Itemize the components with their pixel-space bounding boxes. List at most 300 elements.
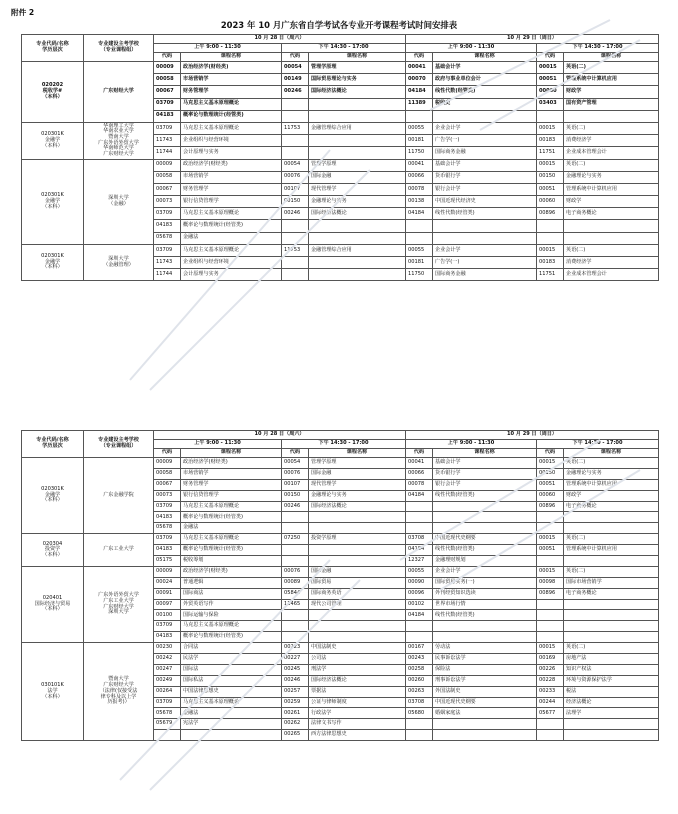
course-name [309, 512, 406, 523]
header-am: 上午 9:00 - 11:30 [406, 440, 537, 449]
course-code: 00245 [282, 664, 309, 675]
course-code: 03709 [154, 534, 181, 545]
header-day1: 10 月 28 日（周六） [154, 431, 406, 440]
header-course: 课程名称 [309, 53, 406, 62]
major-cell [22, 159, 84, 244]
course-name: 环境与资源保护法学 [564, 675, 659, 686]
course-code: 11753 [282, 122, 309, 134]
course-name: 西方法律思想史 [309, 730, 406, 741]
course-code: 00138 [406, 196, 433, 208]
course-name [564, 556, 659, 567]
course-name: 电子商务概论 [564, 208, 659, 220]
course-name: 市场营销学 [181, 74, 282, 86]
course-code [537, 523, 564, 534]
course-name: 国际经济法概论 [309, 501, 406, 512]
course-code: 00015 [537, 458, 564, 469]
course-name: 英语(二) [564, 244, 659, 256]
course-code: 00098 [537, 577, 564, 588]
course-code [282, 632, 309, 643]
course-name [433, 730, 537, 741]
course-name: 财务管理学 [181, 86, 282, 98]
course-code [282, 257, 309, 269]
course-code: 00149 [282, 74, 309, 86]
course-code [537, 632, 564, 643]
course-name [433, 632, 537, 643]
course-name: 国际经济法概论 [309, 86, 406, 98]
course-name [433, 523, 537, 534]
major-line: 020301K [41, 253, 64, 260]
course-code: 11750 [406, 147, 433, 159]
major-cell [22, 643, 84, 741]
page-title: 2023 年 10 月广东省自学考试各专业开考课程考试时间安排表 [220, 20, 458, 30]
course-code: 00015 [537, 62, 564, 74]
course-name [309, 135, 406, 147]
course-code: 00246 [282, 501, 309, 512]
course-name: 中国近现代经济史 [433, 196, 537, 208]
course-code [406, 621, 433, 632]
course-code: 00263 [406, 686, 433, 697]
school-line: 深圳大学 [108, 609, 129, 616]
major-line: 030101K [41, 682, 64, 689]
table-row [22, 534, 659, 545]
course-code [282, 220, 309, 232]
course-name: 马克思主义基本原理概论 [181, 98, 282, 110]
course-code [537, 220, 564, 232]
major-line: 税收学# [42, 88, 63, 95]
course-name: 外国法制史 [433, 686, 537, 697]
course-name: 广告学(一) [433, 257, 537, 269]
course-name [309, 610, 406, 621]
course-code: 00076 [282, 171, 309, 183]
header-code: 代码 [154, 53, 181, 62]
course-name [181, 730, 282, 741]
course-code: 04184 [406, 545, 433, 556]
course-code: 00041 [406, 62, 433, 74]
course-code [406, 730, 433, 741]
course-name: 国际金融 [309, 566, 406, 577]
school-cell [84, 458, 154, 534]
course-code: 00896 [537, 588, 564, 599]
course-code: 00051 [537, 183, 564, 195]
course-code [282, 523, 309, 534]
course-name: 货币银行学 [433, 171, 537, 183]
course-code: 03709 [154, 621, 181, 632]
course-code [406, 523, 433, 534]
course-name: 公证与律师制度 [309, 697, 406, 708]
course-name: 马克思主义基本原理概论 [181, 244, 282, 256]
header-code: 代码 [406, 53, 433, 62]
course-name: 现代管理学 [309, 479, 406, 490]
course-name [309, 257, 406, 269]
course-code: 00181 [406, 257, 433, 269]
school-line: （法律(仅接受法 [99, 687, 138, 694]
school-cell [84, 566, 154, 642]
course-name: 金融法 [181, 708, 282, 719]
course-name: 银行信贷管理学 [181, 490, 282, 501]
course-name: 马克思主义基本原理概论 [181, 534, 282, 545]
course-code: 05175 [154, 556, 181, 567]
course-code: 03403 [537, 98, 564, 110]
course-code: 03709 [154, 244, 181, 256]
course-name [309, 632, 406, 643]
header-pm: 下午 14:30 - 17:00 [537, 440, 659, 449]
course-name: 保险法 [433, 664, 537, 675]
course-code: 00054 [282, 62, 309, 74]
course-name: 国际经济法概论 [309, 208, 406, 220]
course-name: 会计原理与实务 [181, 147, 282, 159]
major-line: 金融学 [44, 258, 61, 265]
course-code [282, 556, 309, 567]
course-code: 00058 [154, 468, 181, 479]
course-name: 金融管理综合应用 [309, 244, 406, 256]
course-code: 00009 [154, 458, 181, 469]
course-code: 03709 [154, 122, 181, 134]
course-name [433, 501, 537, 512]
course-name: 银行信贷管理学 [181, 196, 282, 208]
course-code [537, 621, 564, 632]
major-line: （本科） [42, 551, 63, 558]
course-name: 管理学原理 [309, 159, 406, 171]
course-code: 00246 [282, 86, 309, 98]
course-name: 概率论与数理统计(经管类) [181, 545, 282, 556]
course-code: 00262 [282, 719, 309, 730]
course-name: 中国近现代史纲要 [433, 697, 537, 708]
major-cell [22, 244, 84, 281]
course-code: 00015 [537, 244, 564, 256]
course-name: 国际商务金融 [433, 269, 537, 281]
course-code: 00051 [537, 479, 564, 490]
header-day2: 10 月 29 日（周日） [406, 431, 659, 440]
header-pm: 下午 14:30 - 17:00 [282, 44, 406, 53]
course-code: 04184 [406, 490, 433, 501]
header-pm: 下午 14:30 - 17:00 [282, 440, 406, 449]
course-code [282, 269, 309, 281]
course-name [564, 610, 659, 621]
course-name: 国际贸易实务(一) [433, 577, 537, 588]
header-code: 代码 [537, 449, 564, 458]
course-name: 银行会计学 [433, 183, 537, 195]
course-name: 概率论与数理统计(经管类) [181, 220, 282, 232]
course-name: 国际运输与保险 [181, 610, 282, 621]
course-name: 英语(二) [564, 566, 659, 577]
major-line: （本科） [42, 264, 63, 271]
course-name: 政治经济学(财经类) [181, 62, 282, 74]
course-code [537, 512, 564, 523]
course-code: 00150 [537, 468, 564, 479]
course-name: 中国近现代史纲要 [433, 534, 537, 545]
course-code: 11465 [282, 599, 309, 610]
course-code: 00067 [154, 479, 181, 490]
course-name: 英语(二) [564, 458, 659, 469]
course-code [537, 556, 564, 567]
course-code: 00257 [282, 686, 309, 697]
course-code: 05678 [154, 708, 181, 719]
course-name: 管理系统中计算机应用 [564, 183, 659, 195]
course-name: 基础会计学 [433, 458, 537, 469]
course-code: 00265 [282, 730, 309, 741]
school-line: 广东财经大学 [103, 682, 134, 689]
course-name: 管理学原理 [309, 62, 406, 74]
major-line: （本科） [42, 693, 63, 700]
course-code: 00078 [406, 183, 433, 195]
school-line: 广东财经大学 [103, 603, 134, 610]
course-code: 00055 [406, 122, 433, 134]
course-name: 马克思主义基本原理概论 [181, 621, 282, 632]
course-name [309, 269, 406, 281]
school-cell [84, 122, 154, 159]
major-line: 金融学 [44, 197, 61, 204]
course-code: 04183 [154, 110, 181, 122]
course-name: 行政法学 [309, 708, 406, 719]
course-code: 04183 [154, 512, 181, 523]
course-name: 婚姻家庭法 [433, 708, 537, 719]
course-name: 政治经济学(财经类) [181, 159, 282, 171]
course-name: 民法学 [181, 654, 282, 665]
course-name: 国际贸易理论与实务 [309, 74, 406, 86]
course-name [309, 523, 406, 534]
course-name [309, 98, 406, 110]
table-row [22, 643, 659, 654]
school-line: 广东外语外贸大学 [98, 139, 139, 146]
course-code: 00226 [537, 664, 564, 675]
course-code: 00260 [406, 675, 433, 686]
course-code: 05844 [282, 588, 309, 599]
course-name [433, 621, 537, 632]
header-am: 上午 9:00 - 11:30 [154, 440, 282, 449]
course-name: 外刊经贸知识选读 [433, 588, 537, 599]
major-line: 020304 [42, 540, 63, 547]
course-name: 消费经济学 [564, 135, 659, 147]
course-code: 00183 [537, 257, 564, 269]
header-course: 课程名称 [433, 449, 537, 458]
course-code: 00100 [154, 610, 181, 621]
course-name: 中国法制史 [309, 643, 406, 654]
course-name: 线性代数(经管类) [433, 610, 537, 621]
course-code: 04184 [406, 208, 433, 220]
header-course: 课程名称 [181, 53, 282, 62]
course-name [564, 730, 659, 741]
course-code: 11753 [282, 244, 309, 256]
course-name [564, 719, 659, 730]
course-name: 企业组织与经营环境 [181, 257, 282, 269]
major-line: 020202 [41, 82, 64, 89]
course-code: 00089 [282, 577, 309, 588]
course-name: 概率论与数理统计(经管类) [181, 110, 282, 122]
course-name: 法理学 [564, 708, 659, 719]
major-line: 国际经济与贸易 [34, 600, 71, 607]
course-code: 00183 [537, 135, 564, 147]
course-code: 00097 [154, 599, 181, 610]
course-code: 03708 [406, 534, 433, 545]
course-code: 05679 [154, 719, 181, 730]
table-row [22, 566, 659, 577]
course-code: 00015 [537, 643, 564, 654]
course-code: 00223 [282, 643, 309, 654]
course-name: 企业成本管理会计 [564, 147, 659, 159]
course-code: 11750 [406, 269, 433, 281]
school-cell [84, 643, 154, 741]
table-row [22, 62, 659, 74]
course-name: 税收史 [433, 98, 537, 110]
course-name: 马克思主义基本原理概论 [181, 697, 282, 708]
table-2-body [22, 458, 659, 741]
course-name: 税法 [564, 686, 659, 697]
course-code: 00230 [154, 643, 181, 654]
course-name [309, 232, 406, 244]
course-code: 00090 [406, 577, 433, 588]
course-code: 00259 [282, 697, 309, 708]
course-name: 国际法 [181, 664, 282, 675]
course-name: 企业组织与经营环境 [181, 135, 282, 147]
course-code [282, 98, 309, 110]
course-code: 00181 [406, 135, 433, 147]
course-code: 00051 [537, 74, 564, 86]
course-code: 00055 [406, 244, 433, 256]
header-day1: 10 月 28 日（周六） [154, 35, 406, 44]
course-code: 00073 [154, 490, 181, 501]
course-name: 金融理论与实务 [309, 196, 406, 208]
course-code: 00096 [406, 588, 433, 599]
course-code: 11389 [406, 98, 433, 110]
course-code: 00054 [282, 458, 309, 469]
course-name [564, 232, 659, 244]
course-code [537, 232, 564, 244]
major-line: （本科） [42, 606, 63, 613]
course-code: 00078 [406, 479, 433, 490]
course-name [433, 220, 537, 232]
course-name: 金融理论与实务 [564, 468, 659, 479]
course-code [537, 730, 564, 741]
course-code: 04183 [154, 632, 181, 643]
course-code: 00233 [537, 686, 564, 697]
school-line: 华南理工大学 [103, 122, 134, 129]
course-name: 中国法律思想史 [181, 686, 282, 697]
course-name [564, 523, 659, 534]
course-code [282, 135, 309, 147]
header-school: 专业建设主考学校 （专业课程组） [84, 431, 154, 458]
school-line: （金融管理） [103, 261, 134, 268]
course-code: 00246 [282, 208, 309, 220]
course-name: 知识产权法 [564, 664, 659, 675]
course-name: 管理系统中计算机应用 [564, 545, 659, 556]
course-code: 00244 [537, 697, 564, 708]
course-name [309, 110, 406, 122]
course-code [282, 621, 309, 632]
course-code: 00167 [406, 643, 433, 654]
course-name: 线性代数(经管类) [433, 545, 537, 556]
course-name: 英语(二) [564, 62, 659, 74]
course-name: 基础会计学 [433, 159, 537, 171]
course-name: 管理系统中计算机应用 [564, 74, 659, 86]
course-name: 国际商务金融 [433, 147, 537, 159]
major-line: 法学 [47, 687, 58, 694]
course-name: 民事诉讼法学 [433, 654, 537, 665]
course-code: 00015 [537, 122, 564, 134]
course-code: 00896 [537, 208, 564, 220]
course-code: 00015 [537, 566, 564, 577]
course-code: 00091 [154, 588, 181, 599]
attachment-label: 附件 2 [11, 8, 35, 17]
course-name: 现代公司管理 [309, 599, 406, 610]
major-line: 020301K [41, 192, 64, 199]
course-name: 刑法学 [309, 664, 406, 675]
header-am: 上午 9:00 - 11:30 [154, 44, 282, 53]
course-code: 03709 [154, 98, 181, 110]
major-line: 金融学 [44, 136, 61, 143]
course-name: 电子商务概论 [564, 501, 659, 512]
course-code [282, 110, 309, 122]
course-name: 公司法 [309, 654, 406, 665]
course-code: 00896 [537, 501, 564, 512]
course-name [433, 719, 537, 730]
course-code: 00015 [537, 159, 564, 171]
course-code: 00227 [282, 654, 309, 665]
course-name: 银行会计学 [433, 479, 537, 490]
course-code: 00076 [282, 468, 309, 479]
course-code [154, 730, 181, 741]
course-name: 政治经济学(财经类) [181, 458, 282, 469]
course-code: 00246 [282, 675, 309, 686]
course-code: 00058 [154, 171, 181, 183]
header-course: 课程名称 [309, 449, 406, 458]
course-code: 00009 [154, 566, 181, 577]
major-cell [22, 122, 84, 159]
school-line: 深圳大学 [108, 194, 129, 201]
course-code [406, 632, 433, 643]
course-code [282, 232, 309, 244]
major-line: （本科） [42, 497, 63, 504]
major-line: （本科） [42, 142, 63, 149]
course-code: 00107 [282, 479, 309, 490]
course-code: 00060 [537, 490, 564, 501]
course-code: 03708 [406, 697, 433, 708]
course-code: 00150 [537, 171, 564, 183]
course-name: 财务管理学 [181, 479, 282, 490]
course-name: 财政学 [564, 490, 659, 501]
course-name [309, 220, 406, 232]
course-code: 00041 [406, 159, 433, 171]
course-code: 03709 [154, 697, 181, 708]
course-code: 00060 [537, 196, 564, 208]
course-code: 00055 [406, 566, 433, 577]
course-code: 00247 [154, 664, 181, 675]
course-name: 政治经济学(财经类) [181, 566, 282, 577]
header-code: 代码 [282, 449, 309, 458]
school-line: 华南农业大学 [103, 128, 134, 135]
major-line: （本科） [42, 203, 63, 210]
school-line: （金融） [108, 200, 129, 207]
course-code: 00249 [154, 675, 181, 686]
course-name: 马克思主义基本原理概论 [181, 501, 282, 512]
course-code: 11751 [537, 147, 564, 159]
course-name: 基础会计学 [433, 62, 537, 74]
school-line: 广东工业大学 [103, 597, 134, 604]
course-name: 线性代数(经管类) [433, 86, 537, 98]
course-name: 金融管理综合应用 [309, 122, 406, 134]
course-code: 05677 [537, 708, 564, 719]
course-code: 05678 [154, 523, 181, 534]
course-code [406, 512, 433, 523]
course-name: 税收筹划 [181, 556, 282, 567]
course-code: 04184 [406, 86, 433, 98]
school-line: 广东工业大学 [103, 546, 134, 553]
course-code: 00051 [537, 545, 564, 556]
school-cell [84, 159, 154, 244]
course-code: 12327 [406, 556, 433, 567]
course-code [406, 110, 433, 122]
table-row [22, 159, 659, 171]
course-name [433, 110, 537, 122]
